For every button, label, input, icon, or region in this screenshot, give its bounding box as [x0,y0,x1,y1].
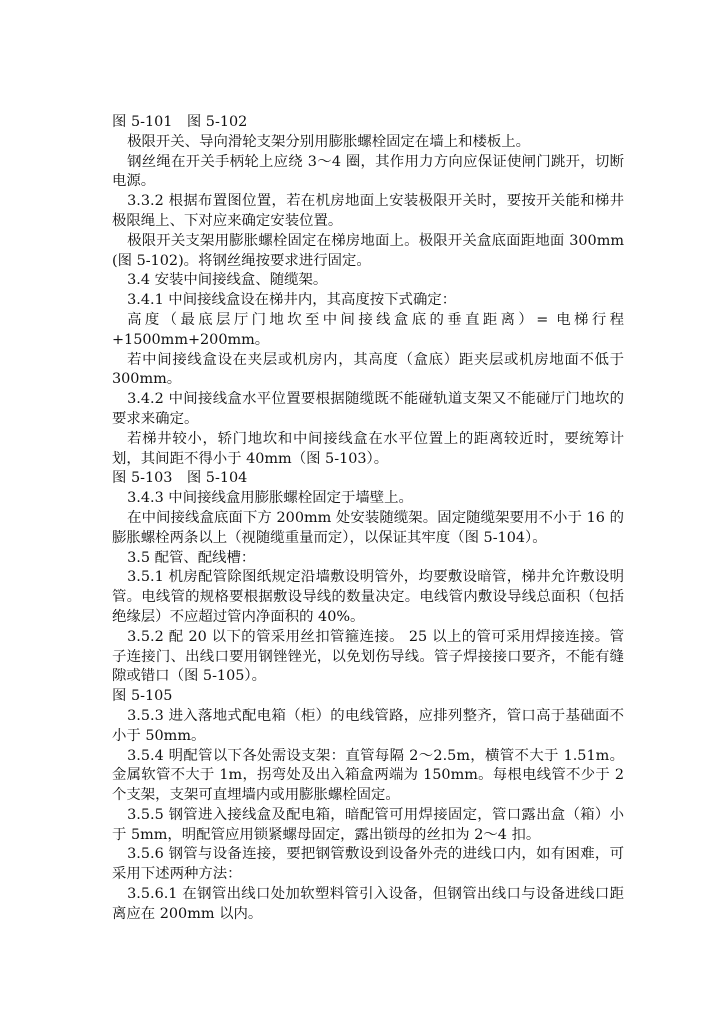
paragraph: 在中间接线盒底面下方 200mm 处安装随缆架。固定随缆架要用不小于 16 的膨胀螺栓两条以上（视随缆重量而定），以保证其牢度（图 5-104）。 [112,509,624,546]
paragraph: 极限开关、导向滑轮支架分别用膨胀螺栓固定在墙上和楼板上。 [127,133,531,150]
section-heading: 3.5 配管、配线槽： [127,549,256,566]
paragraph: 3.5.2 配 20 以下的管采用丝扣管箍连接。 25 以上的管可采用焊接连接。管子连接门、出线口要用钢锉锉光，以免划伤导线。管子焊接接口要齐，不能有缝隙或错口（图 5-105）。 [112,628,624,685]
figure-caption: 图 5-103 图 5-104 [112,470,248,487]
figure-caption: 图 5-101 图 5-102 [112,114,248,130]
paragraph: 钢丝绳在开关手柄轮上应绕 3～4 圈，其作用力方向应保证使闸门跳开，切断电源。 [112,153,624,190]
document-page [112,113,624,925]
paragraph: 高度（最底层厅门地坎至中间接线盒底的垂直距离）= 电梯行程+1500mm+200mm。 [112,311,624,348]
paragraph: 3.5.1 机房配管除图纸规定沿墙敷设明管外，均要敷设暗管，梯井允许敷设明管。电线管的规格要根据敷设导线的数量决定。电线管内敷设导线总面积（包括绝缘层）不应超过管内净面积的 40%。 [112,569,624,625]
paragraph: 3.5.5 钢管进入接线盒及配电箱，暗配管可用焊接固定，管口露出盒（箱）小于 5mm，明配管应用锁紧螺母固定，露出锁母的丝扣为 2～4 扣。 [112,806,624,843]
paragraph: 若中间接线盒设在夹层或机房内，其高度（盒底）距夹层或机房地面不低于 300mm。 [112,351,624,388]
paragraph: 3.5.4 明配管以下各处需设支架：直管每隔 2～2.5m，横管不大于 1.51m。金属软管不大于 1m，拐弯处及出入箱盒两端为 150mm。每根电线管不少于 2 个支架，支架可直埋墙内或用膨胀螺栓固定。 [112,747,624,804]
paragraph: 极限开关支架用膨胀螺栓固定在梯房地面上。极限开关盒底面距地面 300mm (图 5-102)。将钢丝绳按要求进行固定。 [112,232,624,269]
paragraph: 3.5.6.1 在钢管出线口处加软塑料管引入设备，但钢管出线口与设备进线口距离应在 200mm 以内。 [112,886,624,922]
paragraph: 3.5.6 钢管与设备连接，要把钢管敷设到设备外壳的进线口内，如有困难，可采用下述两种方法： [112,846,624,883]
paragraph: 若梯井较小，轿门地坎和中间接线盒在水平位置上的距离较近时，要统筹计划，其间距不得小于 40mm（图 5-103）。 [112,430,624,467]
figure-caption: 图 5-105 [112,688,173,705]
paragraph: 3.4.1 中间接线盒设在梯井内，其高度按下式确定： [127,292,457,309]
section-heading: 3.4 安装中间接线盒、随缆架。 [127,272,328,289]
paragraph: 3.4.2 中间接线盒水平位置要根据随缆既不能碰轨道支架又不能碰厅门地坎的要求来确定。 [112,391,624,427]
paragraph: 3.4.3 中间接线盒用膨胀螺栓固定于墙壁上。 [127,490,413,507]
paragraph: 3.5.3 进入落地式配电箱（柜）的电线管路，应排列整齐，管口高于基础面不小于 50mm。 [112,707,624,744]
paragraph: 3.3.2 根据布置图位置，若在机房地面上安装极限开关时，要按开关能和梯井极限绳上、下对应来确定安装位置。 [112,193,624,229]
